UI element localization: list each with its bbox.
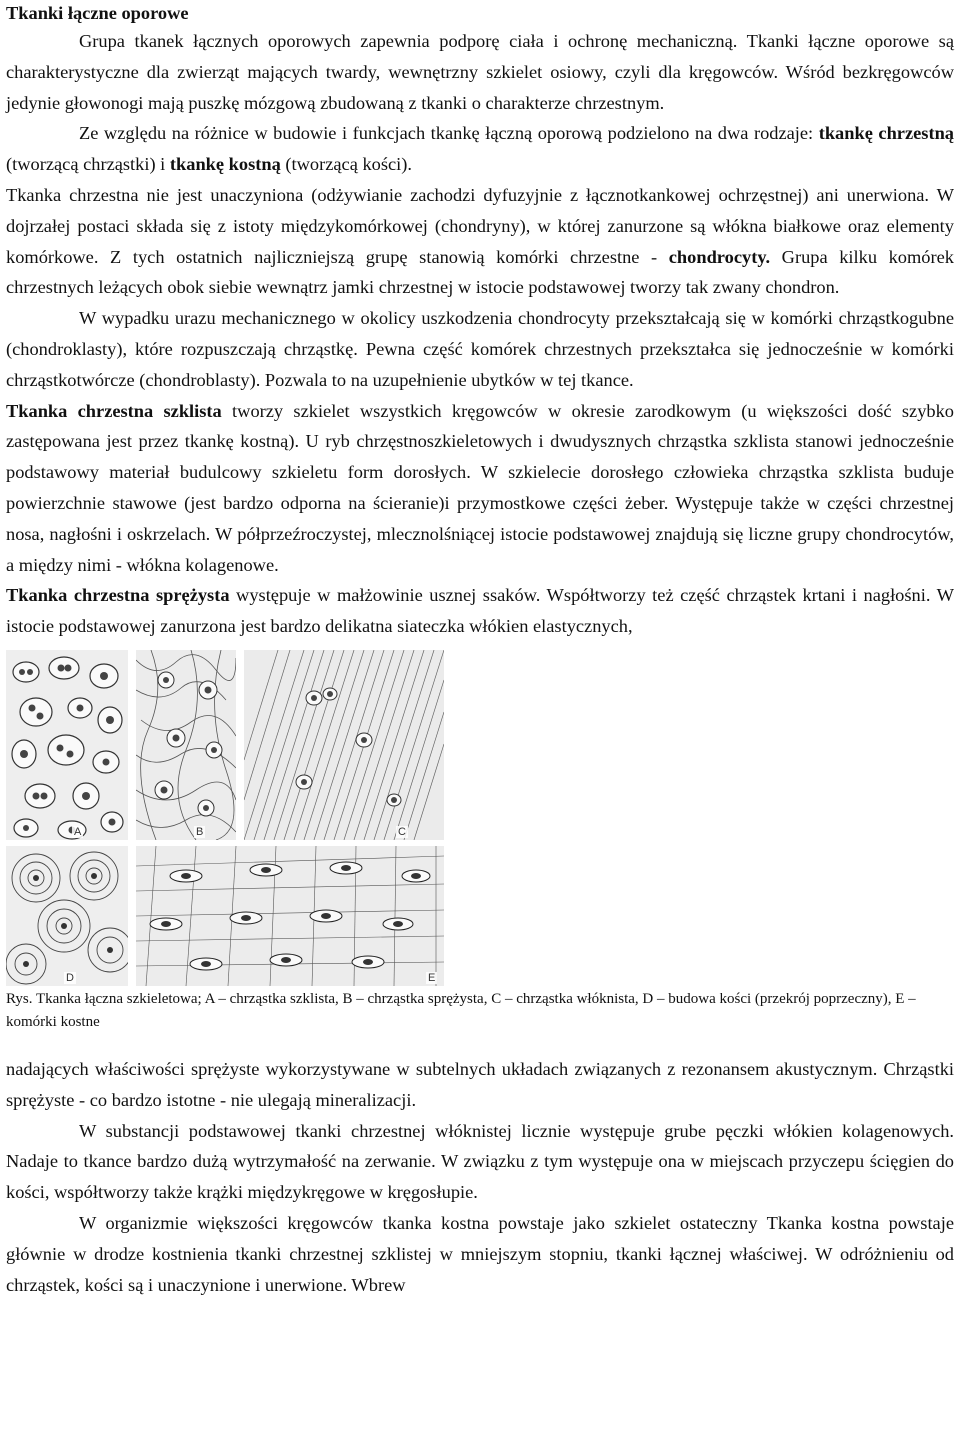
tissue-figure bbox=[6, 650, 954, 986]
figure-panel-bone bbox=[6, 846, 128, 986]
paragraph-elastic bbox=[6, 580, 954, 642]
types-text-2: (tworzącą chrząstki) i bbox=[6, 154, 170, 175]
bone-cells-illustration bbox=[136, 846, 444, 986]
types-text-1: Ze względu na różnice w budowie i funkcjach tkankę łączną oporową podzielono na dwa rodzaje: bbox=[79, 123, 819, 144]
elastic-cartilage-illustration bbox=[136, 650, 236, 840]
hyaline-cartilage-illustration bbox=[6, 650, 128, 840]
figure-label-b: B bbox=[196, 825, 204, 838]
cartilage-text-1: Tkanka chrzestna nie jest unaczyniona (odżywianie zachodzi dyfuzyjnie z łącznotkankowej ochrzęstnej) ani unerwiona. W dojrzałej postaci składa się z istoty międzykomórkowej (chondryny), w której zanurzone są włókna białkowe oraz elementy komórkowe. Z tych ostatnich najliczniejszą grupę stanowią komórki chrzestne - bbox=[6, 184, 954, 267]
figure-label-d: D bbox=[66, 971, 74, 984]
figure-label-e: E bbox=[428, 971, 436, 984]
figure-panel-fibrous bbox=[244, 650, 444, 840]
term-chrzestna-sprezysta: Tkanka chrzestna sprężysta bbox=[6, 585, 230, 606]
term-chondrocyty: chondrocyty. bbox=[668, 246, 771, 267]
paragraph-injury: W wypadku urazu mechanicznego w okolicy uszkodzenia chondrocyty przekształcają się w komórki chrząstkogubne (chondroklasty), które rozpuszczają chrząstkę. Pewna część komórek chrzestnych przekształca się jednocześnie w komórki chrząstkotwórcze (chondroblasty). Pozwala to na uzupełnienie ubytków w tej tkance. bbox=[6, 308, 954, 390]
hyaline-text: tworzy szkielet wszystkich kręgowców w okresie zarodkowym (u większości dość szybko zastępowana jest przez tkankę kostną). U ryb chrzęstnoszkieletowych i dwudysznych chrząstka szklista stanowi jednocześnie podstawowy materiał budulcowy szkieletu form dorosłych. W szkielecie dorosłego człowieka chrząstka szklista buduje powierzchnie stawowe (jest bardzo odporna na ścieranie)i przymostkowe części żeber. Występuje także w części chrzestnej nosa, nagłośni i oskrzelach. W półprzeźroczystej, mlecznolśniącej istocie podstawowej znajdują się liczne grupy chondrocytów, a między nimi - włókna kolagenowe. bbox=[6, 400, 954, 575]
term-chrzestna-szklista: Tkanka chrzestna szklista bbox=[6, 400, 222, 421]
spacer bbox=[6, 1034, 954, 1054]
figure-panel-elastic bbox=[136, 650, 236, 840]
figure-caption: Rys. Tkanka łączna szkieletowa; A – chrząstka szklista, B – chrząstka sprężysta, C – chrząstka włóknista, D – budowa kości (przekrój poprzeczny), E – komórki kostne bbox=[6, 990, 916, 1030]
cartilage-text-2: Grupa kilku komórek chrzestnych leżących obok siebie wewnątrz jamki chrzestnej w istocie podstawowej tworzy tak zwany chondron. bbox=[6, 246, 954, 298]
figure-panel-bone-cells bbox=[136, 846, 444, 986]
term-tkanka-kostna: tkankę kostną bbox=[169, 154, 281, 175]
term-tkanka-chrzestna: tkankę chrzestną bbox=[818, 123, 954, 144]
paragraph-hyaline bbox=[6, 396, 954, 581]
bone-cross-section-illustration bbox=[6, 846, 128, 986]
fibrous-cartilage-illustration bbox=[244, 650, 444, 840]
section-title: Tkanki łączne oporowe bbox=[6, 3, 189, 23]
paragraph-intro: Grupa tkanek łącznych oporowych zapewnia podporę ciała i ochronę mechaniczną. Tkanki łączne oporowe są charakterystyczne dla zwierząt mających twardy, wewnętrzny szkielet osiowy, czyli dla kręgowców. Wśród bezkręgowców jedynie głowonogi mają puszkę mózgową zbudowaną z tkanki o charakterze chrzestnym. bbox=[6, 31, 954, 113]
paragraph-elastic-cont: nadających właściwości sprężyste wykorzystywane w subtelnych układach związanych z rezonansem akustycznym. Chrząstki sprężyste - co bardzo istotne - nie ulegają mineralizacji. bbox=[6, 1058, 954, 1110]
figure-label-a: A bbox=[74, 825, 82, 838]
paragraph-fibrous: W substancji podstawowej tkanki chrzestnej włóknistej licznie występuje grube pęczki włókien kolagenowych. Nadaje to tkance bardzo dużą wytrzymałość na zerwanie. W związku z tym występuje ona w miejscach przyczepu ścięgien do kości, współtworzy także krążki międzykręgowe w kręgosłupie. bbox=[6, 1120, 954, 1203]
paragraph-bone: W organizmie większości kręgowców tkanka kostna powstaje jako szkielet ostateczny Tkanka kostna powstaje głównie w drodze kostnienia tkanki chrzestnej szklistej w mniejszym stopniu, tkanki łącznej właściwej. W odróżnieniu od chrząstek, kości są i unaczynione i unerwione. Wbrew bbox=[6, 1212, 954, 1295]
figure-panel-hyaline bbox=[6, 650, 128, 840]
paragraph-types bbox=[6, 118, 954, 180]
elastic-text: występuje w małżowinie usznej ssaków. Współtworzy też część chrząstek krtani i nagłośni. W istocie podstawowej zanurzona jest bardzo delikatna siateczka włókien elastycznych, bbox=[6, 585, 954, 637]
types-text-3: (tworzącą kości). bbox=[280, 154, 413, 175]
figure-label-c: C bbox=[398, 825, 406, 838]
paragraph-cartilage bbox=[6, 180, 954, 303]
